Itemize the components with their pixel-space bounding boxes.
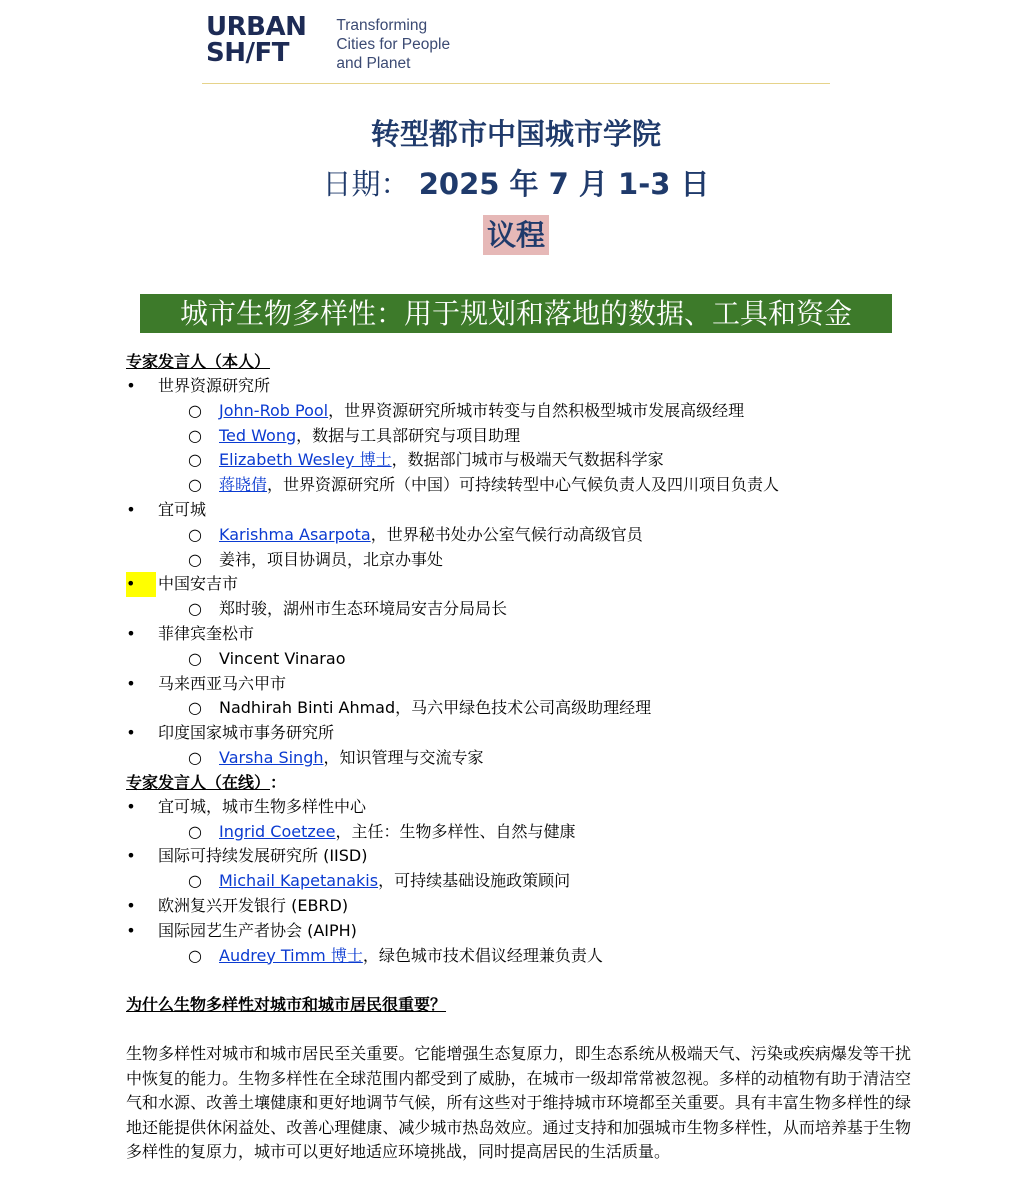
circle-bullet-icon: ○ xyxy=(188,648,202,668)
speaker-list-item xyxy=(126,696,906,721)
speaker-role: ，世界资源研究所（中国）可持续转型中心气候负责人及四川项目负责人 xyxy=(267,475,780,495)
logo-tag-3: and Planet xyxy=(336,55,411,72)
bullet-icon: • xyxy=(126,376,136,395)
bullet-icon: • xyxy=(126,723,136,743)
speaker-list-item xyxy=(126,647,906,672)
speaker-text: 姜祎，项目协调员，北京办事处 xyxy=(219,549,444,569)
speaker-text: 郑时骏，湖州市生态环境局安吉分局局长 xyxy=(219,599,508,619)
speaker-text: Nadhirah Binti Ahmad，马六甲绿色技术公司高级助理经理 xyxy=(219,698,652,718)
speaker-list-item xyxy=(126,399,906,424)
org-list-item xyxy=(126,622,906,647)
bullet-icon: • xyxy=(126,572,156,597)
body-paragraph: 生物多样性对城市和城市居民至关重要。它能增强生态复原力，即生态系统从极端天气、污染或疾病爆发等干扰中恢复的能力。生物多样性在全球范围内都受到了威胁，在城市一级却常常被忽视。多样的动植物有助于清洁空气和水源、改善土壤健康和更好地调节气候，所有这些对于维持城市环境都至关重要。具有丰富生物多样性的绿地还能提供休闲益处、改善心理健康、减少城市热岛效应。通过支持和加强城市生物多样性，从而培养基于生物多样性的复原力，城市可以更好地适应环境挑战，同时提高居民的生活质量。 xyxy=(126,1044,911,1162)
inperson-heading xyxy=(126,350,906,374)
speaker-list-item xyxy=(126,746,906,771)
speaker-list-item xyxy=(126,473,906,498)
date-value: 2025 年 7 月 1-3 日 xyxy=(418,167,710,201)
circle-bullet-icon: ○ xyxy=(188,400,202,420)
online-heading-text: 专家发言人（在线） xyxy=(126,772,271,792)
speaker-role: ，可持续基础设施政策顾问 xyxy=(378,871,571,891)
circle-bullet-icon: ○ xyxy=(188,450,202,470)
speaker-link[interactable]: Michail Kapetanakis xyxy=(219,871,379,891)
speaker-link[interactable]: Ted Wong xyxy=(219,425,297,445)
logo-line-2: SH/FT xyxy=(206,38,289,68)
speaker-role: ，绿色城市技术倡议经理兼负责人 xyxy=(362,945,603,965)
speaker-list-item xyxy=(126,523,906,548)
urban-shift-logo xyxy=(206,14,450,73)
speakers-section xyxy=(126,350,906,968)
org-list-item xyxy=(126,672,906,697)
inperson-heading-text: 专家发言人（本人） xyxy=(126,352,271,371)
org-list-item xyxy=(126,795,906,820)
circle-bullet-icon: ○ xyxy=(188,871,202,891)
org-name: 中国安吉市 xyxy=(158,574,239,594)
section-heading: 为什么生物多样性对城市和城市居民很重要？ xyxy=(126,995,447,1014)
org-list-item xyxy=(126,844,906,869)
org-list-item xyxy=(126,919,906,944)
bullet-icon: • xyxy=(126,623,136,643)
logo-tag-1: Transforming xyxy=(336,17,428,34)
org-list-item xyxy=(126,374,906,399)
topic-banner: 城市生物多样性：用于规划和落地的数据、工具和资金 xyxy=(140,294,892,333)
online-heading-suffix: ： xyxy=(270,772,287,792)
circle-bullet-icon: ○ xyxy=(188,599,202,619)
bullet-icon: • xyxy=(126,846,136,866)
org-name: 欧洲复兴开发银行 (EBRD) xyxy=(158,895,349,915)
speaker-list-item xyxy=(126,944,906,969)
speaker-role: ，世界秘书处办公室气候行动高级官员 xyxy=(370,524,643,544)
org-list-item xyxy=(126,572,906,597)
speaker-link[interactable]: Audrey Timm 博士 xyxy=(219,945,363,965)
logo-tag-2: Cities for People xyxy=(336,36,451,53)
bullet-icon: • xyxy=(126,673,136,693)
org-name: 宜可城，城市生物多样性中心 xyxy=(158,796,367,816)
org-name: 国际可持续发展研究所 (IISD) xyxy=(158,846,368,866)
speaker-text: Vincent Vinarao xyxy=(219,648,346,668)
speaker-list-item xyxy=(126,548,906,573)
circle-bullet-icon: ○ xyxy=(188,945,202,965)
speaker-role: ，世界资源研究所城市转变与自然积极型城市发展高级经理 xyxy=(328,400,745,420)
header-divider xyxy=(202,83,830,84)
circle-bullet-icon: ○ xyxy=(188,549,202,569)
date-line xyxy=(0,162,1032,203)
speaker-link[interactable]: Elizabeth Wesley 博士 xyxy=(219,450,392,470)
circle-bullet-icon: ○ xyxy=(188,747,202,767)
speaker-link[interactable]: Varsha Singh xyxy=(219,747,324,767)
logo-tagline xyxy=(336,16,450,73)
speaker-list-item xyxy=(126,424,906,449)
circle-bullet-icon: ○ xyxy=(188,821,202,841)
speaker-link[interactable]: Ingrid Coetzee xyxy=(219,821,336,841)
org-list-item xyxy=(126,894,906,919)
speaker-link[interactable]: Karishma Asarpota xyxy=(219,524,371,544)
bullet-icon: • xyxy=(126,920,136,940)
logo-line-1: URBAN xyxy=(206,12,307,42)
org-name: 菲律宾奎松市 xyxy=(158,623,255,643)
bullet-icon: • xyxy=(126,796,136,816)
org-name: 国际园艺生产者协会 (AIPH) xyxy=(158,920,357,940)
page-title: 转型都市中国城市学院 xyxy=(370,117,661,151)
org-list-item xyxy=(126,498,906,523)
speaker-role: ，主任：生物多样性、自然与健康 xyxy=(335,821,576,841)
circle-bullet-icon: ○ xyxy=(188,425,202,445)
speaker-list-item xyxy=(126,597,906,622)
speaker-list-item xyxy=(126,820,906,845)
circle-bullet-icon: ○ xyxy=(188,475,202,495)
speaker-role: ，数据部门城市与极端天气数据科学家 xyxy=(391,450,664,470)
org-name: 宜可城 xyxy=(158,499,207,519)
org-name: 印度国家城市事务研究所 xyxy=(158,723,335,743)
date-label: 日期： xyxy=(322,167,410,201)
logo-wordmark xyxy=(206,14,306,66)
speaker-list-item xyxy=(126,869,906,894)
circle-bullet-icon: ○ xyxy=(188,698,202,718)
speaker-link[interactable]: John-Rob Pool xyxy=(219,400,329,420)
speaker-link[interactable]: 蒋晓倩 xyxy=(219,475,268,495)
circle-bullet-icon: ○ xyxy=(188,524,202,544)
org-list-item xyxy=(126,721,906,746)
speaker-list-item xyxy=(126,448,906,473)
org-name: 世界资源研究所 xyxy=(158,376,271,395)
speaker-role: ，数据与工具部研究与项目助理 xyxy=(296,425,521,445)
bullet-icon: • xyxy=(126,499,136,519)
bullet-icon: • xyxy=(126,895,136,915)
online-heading xyxy=(126,771,906,795)
agenda-heading: 议程 xyxy=(483,215,549,255)
org-name: 马来西亚马六甲市 xyxy=(158,673,287,693)
speaker-role: ，知识管理与交流专家 xyxy=(323,747,484,767)
